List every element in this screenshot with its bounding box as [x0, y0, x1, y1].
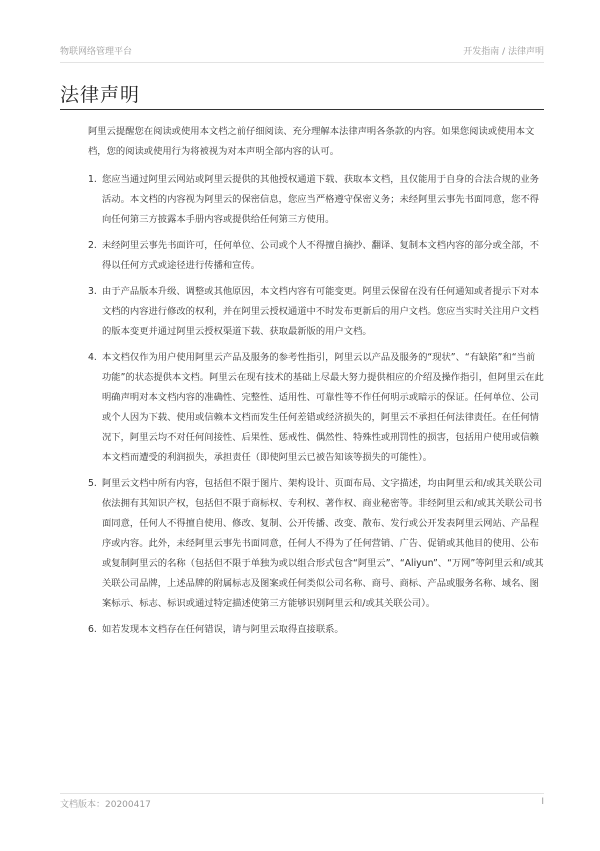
- list-item-text: 您应当通过阿里云网站或阿里云提供的其他授权通道下载、获取本文档，且仅能用于自身的合法合规的业务活动。本文档的内容视为阿里云的保密信息，您应当严格遵守保密义务；未经阿里云事先书面同意，您不得向任何第三方披露本手册内容或提供给任何第三方使用。: [102, 174, 539, 225]
- header-divider: [60, 62, 544, 63]
- list-item-text: 未经阿里云事先书面许可，任何单位、公司或个人不得擅自摘抄、翻译、复制本文档内容的部分或全部，不得以任何方式或途径进行传播和宣传。: [102, 240, 539, 271]
- list-item-number: 4.: [88, 352, 97, 363]
- list-item-text: 阿里云文档中所有内容，包括但不限于图片、架构设计、页面布局、文字描述，均由阿里云和/或其关联公司依法拥有其知识产权，包括但不限于商标权、专利权、著作权、商业秘密等。非经阿里云和/或其关联公司书面同意，任何人不得擅自使用、修改、复制、公开传播、改变、散布、发行或公开发表阿里云网站、产品程序或内容。此外，未经阿里云事先书面同意，任何人不得为了任何营销、广告、促销或其他目的使用、公布或复制阿里云的名称（包括但不限于单独为或以组合形式包含“阿里云”、“Aliyun”、“万网”等阿里云和/或其关联公司品牌，上述品牌的附属标志及图案或任何类似公司名称、商号、商标、产品或服务名称、域名、图案标示、标志、标识或通过特定描述使第三方能够识别阿里云和/或其关联公司）。: [102, 478, 544, 609]
- list-item: [88, 474, 544, 614]
- list-item: [88, 348, 544, 468]
- page-header: [60, 44, 544, 62]
- title-divider: [60, 109, 544, 110]
- clause-list: [88, 170, 544, 640]
- list-item-number: 2.: [88, 240, 97, 251]
- breadcrumb: 开发指南 / 法律声明: [463, 47, 544, 57]
- list-item: [88, 620, 544, 640]
- document-version: 文档版本：20200417: [60, 800, 151, 810]
- list-item-number: 3.: [88, 286, 97, 297]
- list-item-number: 6.: [88, 624, 97, 635]
- page-number: I: [541, 797, 544, 807]
- product-name: 物联网络管理平台: [60, 47, 133, 57]
- list-item: [88, 282, 544, 342]
- list-item-text: 由于产品版本升级、调整或其他原因，本文档内容有可能变更。阿里云保留在没有任何通知或者提示下对本文档的内容进行修改的权利，并在阿里云授权通道中不时发布更新后的用户文档。您应当实时关注用户文档的版本变更并通过阿里云授权渠道下载、获取最新版的用户文档。: [102, 286, 539, 337]
- list-item: [88, 236, 544, 276]
- list-item-number: 1.: [88, 174, 97, 185]
- page-title: 法律声明: [60, 84, 141, 106]
- list-item-number: 5.: [88, 478, 97, 489]
- intro-paragraph: 阿里云提醒您在阅读或使用本文档之前仔细阅读、充分理解本法律声明各条款的内容。如果您阅读或使用本文档，您的阅读或使用行为将被视为对本声明全部内容的认可。: [88, 126, 535, 157]
- list-item: [88, 170, 544, 230]
- document-body: [88, 122, 544, 646]
- footer-divider: [60, 793, 544, 794]
- list-item-text: 如若发现本文档存在任何错误，请与阿里云取得直接联系。: [102, 624, 344, 635]
- list-item-text: 本文档仅作为用户使用阿里云产品及服务的参考性指引，阿里云以产品及服务的“现状”、“有缺陷”和“当前功能”的状态提供本文档。阿里云在现有技术的基础上尽最大努力提供相应的介绍及操作指引，但阿里云在此明确声明对本文档内容的准确性、完整性、适用性、可靠性等不作任何明示或暗示的保证。任何单位、公司或个人因为下载、使用或信赖本文档而发生任何差错或经济损失的，阿里云不承担任何法律责任。在任何情况下，阿里云均不对任何间接性、后果性、惩戒性、偶然性、特殊性或刑罚性的损害，包括用户使用或信赖本文档而遭受的利润损失，承担责任（即使阿里云已被告知该等损失的可能性）。: [102, 352, 544, 463]
